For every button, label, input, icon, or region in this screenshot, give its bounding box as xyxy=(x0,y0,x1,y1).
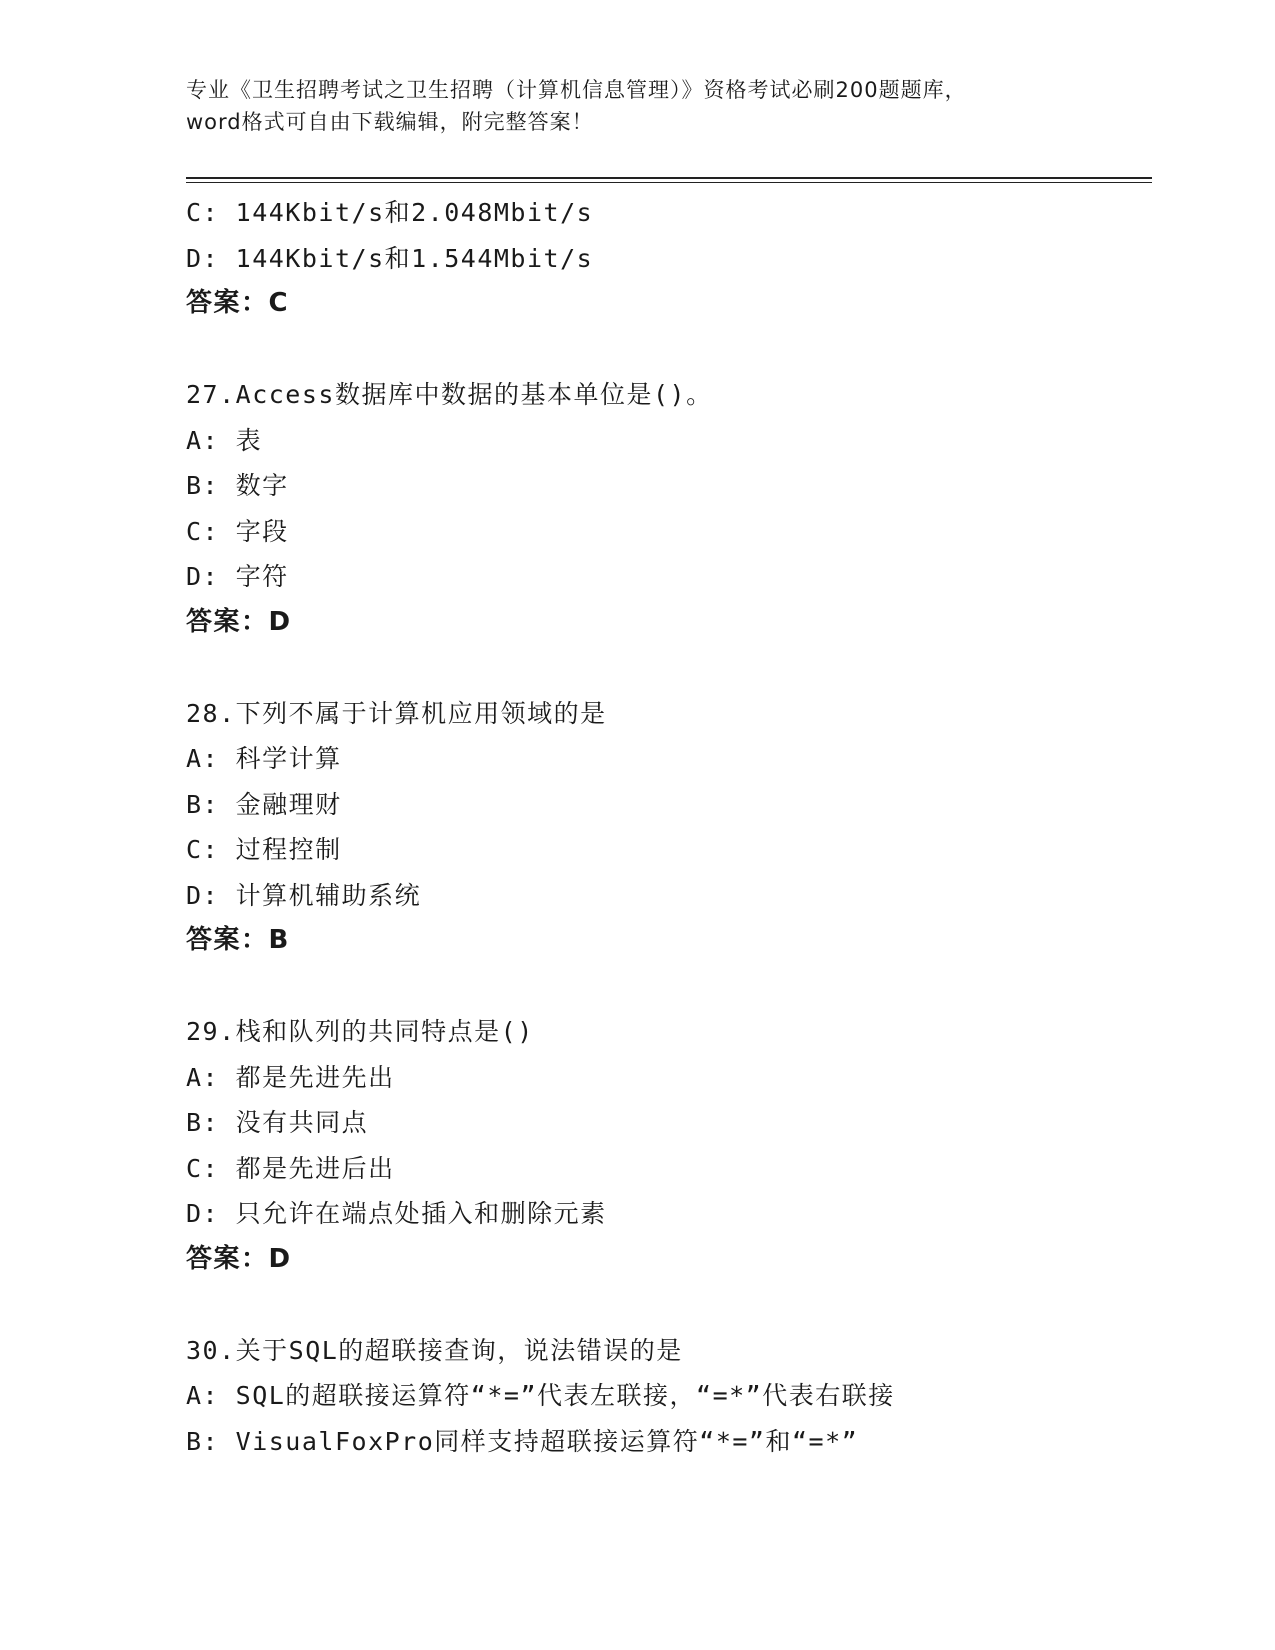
option-c: C: 过程控制 xyxy=(186,835,342,864)
option-b: B: VisualFoxPro同样支持超联接运算符“*=”和“=*” xyxy=(186,1426,859,1456)
option-a: A: 都是先进先出 xyxy=(186,1062,395,1092)
spacer xyxy=(186,645,1152,691)
option-a: A: SQL的超联接运算符“*=”代表左联接，“=*”代表右联接 xyxy=(186,1381,895,1410)
option-c: C: 都是先进后出 xyxy=(186,1153,395,1183)
question-block-27 xyxy=(186,372,1152,645)
answer-line: 答案：B xyxy=(186,925,290,955)
option-d: D: 只允许在端点处插入和删除元素 xyxy=(186,1199,607,1228)
spacer xyxy=(186,1282,1152,1328)
spacer xyxy=(186,327,1152,373)
header-divider-thin xyxy=(186,182,1152,183)
question-stem: 29.栈和队列的共同特点是() xyxy=(186,1017,534,1046)
question-block-26-continued xyxy=(186,190,1152,327)
answer-line: 答案：C xyxy=(186,288,290,318)
option-c: C: 字段 xyxy=(186,516,289,546)
option-b: B: 没有共同点 xyxy=(186,1108,369,1137)
option-d: D: 144Kbit/s和1.544Mbit/s xyxy=(186,243,594,273)
option-c: C: 144Kbit/s和2.048Mbit/s xyxy=(186,198,594,227)
spacer xyxy=(186,964,1152,1010)
question-stem: 28.下列不属于计算机应用领域的是 xyxy=(186,698,607,728)
answer-line: 答案：D xyxy=(186,1243,292,1274)
answer-line: 答案：D xyxy=(186,606,292,637)
question-list xyxy=(186,190,1152,1464)
header-divider-thick xyxy=(186,177,1152,179)
option-b: B: 金融理财 xyxy=(186,789,342,819)
document-header xyxy=(186,74,1086,138)
option-d: D: 字符 xyxy=(186,562,289,591)
question-stem: 27.Access数据库中数据的基本单位是()。 xyxy=(186,380,713,409)
question-stem: 30.关于SQL的超联接查询，说法错误的是 xyxy=(186,1335,683,1365)
option-b: B: 数字 xyxy=(186,471,289,500)
option-a: A: 科学计算 xyxy=(186,744,342,773)
option-d: D: 计算机辅助系统 xyxy=(186,880,422,910)
option-a: A: 表 xyxy=(186,425,263,455)
header-title-line-1: 专业《卫生招聘考试之卫生招聘（计算机信息管理）》资格考试必刷200题题库， xyxy=(186,78,967,102)
question-block-30 xyxy=(186,1328,1152,1465)
question-block-28 xyxy=(186,691,1152,964)
header-title-line-2: word格式可自由下载编辑，附完整答案！ xyxy=(186,110,594,134)
question-block-29 xyxy=(186,1009,1152,1282)
